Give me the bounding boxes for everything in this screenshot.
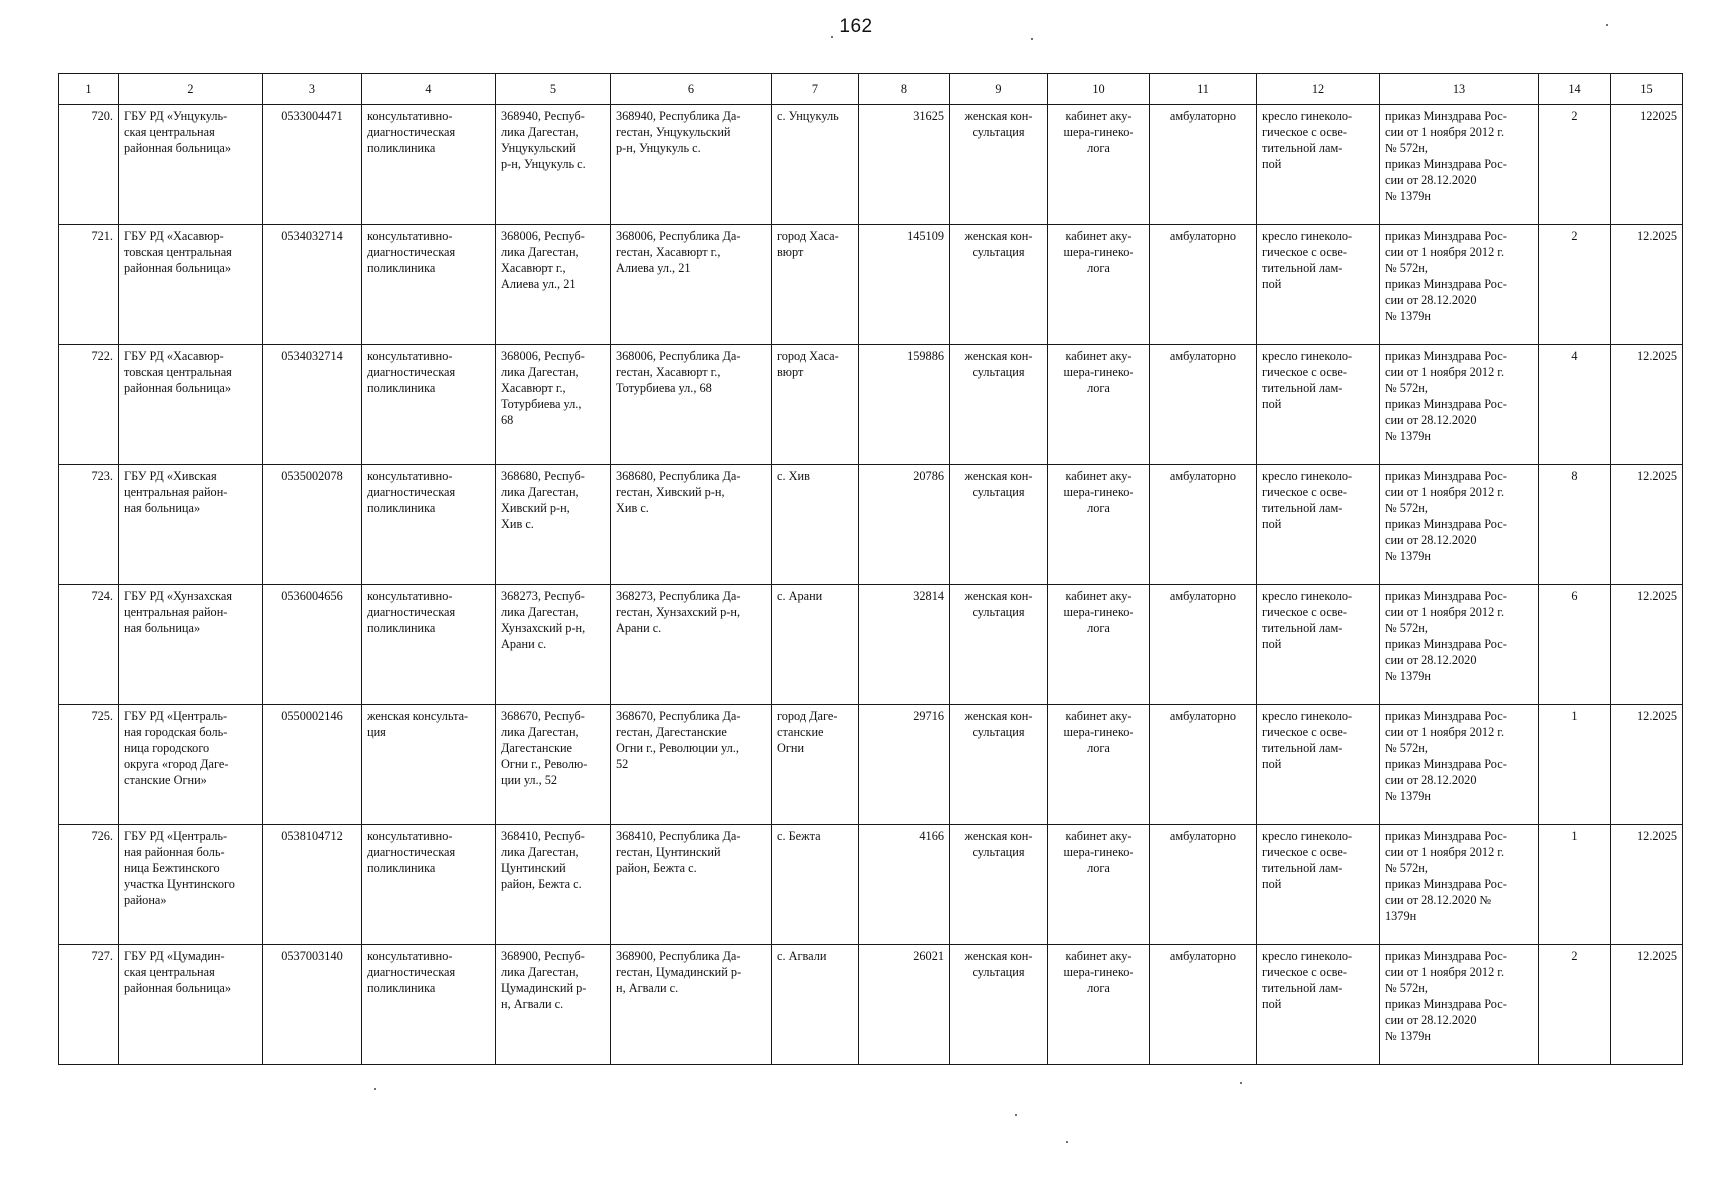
department-text: женская кон- сультация — [964, 349, 1033, 379]
actual-address-cell — [611, 465, 772, 585]
legal-basis-cell — [1380, 585, 1539, 705]
population-cell — [859, 225, 950, 345]
quantity-text: 6 — [1571, 589, 1578, 603]
quantity-cell — [1539, 945, 1611, 1065]
column-header-11: 11 — [1150, 74, 1257, 105]
legal-address-cell — [496, 465, 611, 585]
deadline-date-cell — [1611, 825, 1683, 945]
deadline-date-text: 12.2025 — [1637, 949, 1677, 963]
population-cell — [859, 705, 950, 825]
organization-name-text: ГБУ РД «Хасавюр- товская центральная районная больница» — [124, 229, 232, 275]
actual-address-text: 368006, Республика Да- гестан, Хасавюрт г., Алиева ул., 21 — [616, 229, 741, 275]
scan-speck — [1015, 1114, 1017, 1116]
locality-text: с. Бежта — [777, 829, 821, 843]
inn-code-cell — [263, 345, 362, 465]
actual-address-cell — [611, 945, 772, 1065]
equipment-text: кресло гинеколо- гическое с осве- тительной лам- пой — [1262, 709, 1353, 771]
inn-code-text: 0534032714 — [281, 229, 343, 243]
structural-unit-cell — [362, 105, 496, 225]
room-cell — [1048, 225, 1150, 345]
quantity-cell — [1539, 825, 1611, 945]
department-text: женская кон- сультация — [964, 709, 1033, 739]
organization-name-text: ГБУ РД «Хунзахская центральная район- ная больница» — [124, 589, 233, 635]
equipment-cell — [1257, 465, 1380, 585]
population-cell — [859, 585, 950, 705]
legal-address-cell — [496, 345, 611, 465]
structural-unit-cell — [362, 825, 496, 945]
equipment-cell — [1257, 945, 1380, 1065]
column-header-5: 5 — [496, 74, 611, 105]
population-text: 31625 — [913, 109, 944, 123]
quantity-cell — [1539, 585, 1611, 705]
deadline-date-cell — [1611, 585, 1683, 705]
equipment-cell — [1257, 705, 1380, 825]
organization-name-text: ГБУ РД «Централь- ная районная боль- ница Бежтинского участка Цунтинского района» — [124, 829, 235, 907]
actual-address-text: 368680, Республика Да- гестан, Хивский р-н, Хив с. — [616, 469, 741, 515]
quantity-cell — [1539, 345, 1611, 465]
equipment-text: кресло гинеколо- гическое с осве- тительной лам- пой — [1262, 829, 1353, 891]
legal-basis-text: приказ Минздрава Рос- сии от 1 ноября 2012 г. № 572н, приказ Минздрава Рос- сии от 28.12.2020 № 1379н — [1385, 709, 1507, 803]
room-text: кабинет аку- шера-гинеко- лога — [1063, 829, 1134, 875]
population-cell — [859, 825, 950, 945]
room-text: кабинет аку- шера-гинеко- лога — [1063, 589, 1134, 635]
legal-basis-cell — [1380, 105, 1539, 225]
organization-name-text: ГБУ РД «Хасавюр- товская центральная районная больница» — [124, 349, 232, 395]
population-text: 26021 — [913, 949, 944, 963]
room-text: кабинет аку- шера-гинеко- лога — [1063, 469, 1134, 515]
legal-basis-text: приказ Минздрава Рос- сии от 1 ноября 2012 г. № 572н, приказ Минздрава Рос- сии от 28.12.2020 № 1379н — [1385, 469, 1507, 563]
room-text: кабинет аку- шера-гинеко- лога — [1063, 709, 1134, 755]
organization-name-cell — [119, 945, 263, 1065]
deadline-date-cell — [1611, 705, 1683, 825]
column-header-8: 8 — [859, 74, 950, 105]
legal-basis-cell — [1380, 945, 1539, 1065]
locality-text: город Хаса- вюрт — [777, 349, 839, 379]
organization-name-text: ГБУ РД «Централь- ная городская боль- ница городского округа «город Даге- станские Огни» — [124, 709, 229, 787]
structural-unit-cell — [362, 345, 496, 465]
equipment-cell — [1257, 105, 1380, 225]
room-text: кабинет аку- шера-гинеко- лога — [1063, 949, 1134, 995]
row-number-cell — [59, 585, 119, 705]
legal-address-text: 368006, Респуб- лика Дагестан, Хасавюрт г., Тотурбиева ул., 68 — [501, 349, 585, 427]
structural-unit-text: консультативно- диагностическая поликлиника — [367, 829, 456, 875]
legal-address-cell — [496, 945, 611, 1065]
organization-name-text: ГБУ РД «Хивская центральная район- ная больница» — [124, 469, 228, 515]
care-conditions-text: амбулаторно — [1169, 709, 1237, 723]
inn-code-cell — [263, 585, 362, 705]
legal-basis-text: приказ Минздрава Рос- сии от 1 ноября 2012 г. № 572н, приказ Минздрава Рос- сии от 28.12.2020 № 1379н — [1385, 589, 1507, 683]
structural-unit-cell — [362, 945, 496, 1065]
table-row — [59, 705, 1683, 825]
actual-address-text: 368900, Республика Да- гестан, Цумадинский р- н, Агвали с. — [616, 949, 742, 995]
row-number-text: 727. — [91, 949, 113, 963]
legal-address-text: 368410, Респуб- лика Дагестан, Цунтинский район, Бежта с. — [501, 829, 585, 891]
actual-address-cell — [611, 105, 772, 225]
structural-unit-text: консультативно- диагностическая поликлиника — [367, 229, 456, 275]
table-body — [59, 105, 1683, 1065]
actual-address-text: 368006, Республика Да- гестан, Хасавюрт г., Тотурбиева ул., 68 — [616, 349, 741, 395]
actual-address-text: 368273, Республика Да- гестан, Хунзахский р-н, Арани с. — [616, 589, 741, 635]
population-cell — [859, 945, 950, 1065]
deadline-date-text: 12.2025 — [1637, 229, 1677, 243]
locality-cell — [772, 585, 859, 705]
deadline-date-cell — [1611, 345, 1683, 465]
deadline-date-text: 122025 — [1640, 109, 1677, 123]
equipment-cell — [1257, 225, 1380, 345]
equipment-cell — [1257, 825, 1380, 945]
inn-code-text: 0537003140 — [281, 949, 343, 963]
legal-address-cell — [496, 225, 611, 345]
department-cell — [950, 225, 1048, 345]
legal-basis-text: приказ Минздрава Рос- сии от 1 ноября 2012 г. № 572н, приказ Минздрава Рос- сии от 28.12.2020 № 1379н — [1385, 229, 1507, 323]
scan-speck — [1066, 1141, 1068, 1143]
equipment-text: кресло гинеколо- гическое с осве- тительной лам- пой — [1262, 229, 1353, 291]
room-cell — [1048, 705, 1150, 825]
population-text: 145109 — [907, 229, 944, 243]
row-number-text: 725. — [91, 709, 113, 723]
scan-speck — [1240, 1082, 1242, 1084]
room-text: кабинет аку- шера-гинеко- лога — [1063, 109, 1134, 155]
column-header-4: 4 — [362, 74, 496, 105]
legal-basis-cell — [1380, 225, 1539, 345]
equipment-cell — [1257, 585, 1380, 705]
legal-address-text: 368680, Респуб- лика Дагестан, Хивский р-н, Хив с. — [501, 469, 585, 531]
actual-address-cell — [611, 705, 772, 825]
scan-speck — [831, 36, 833, 38]
row-number-cell — [59, 945, 119, 1065]
department-text: женская кон- сультация — [964, 589, 1033, 619]
inn-code-cell — [263, 945, 362, 1065]
room-cell — [1048, 105, 1150, 225]
column-header-6: 6 — [611, 74, 772, 105]
locality-cell — [772, 105, 859, 225]
population-text: 20786 — [913, 469, 944, 483]
organization-name-cell — [119, 825, 263, 945]
deadline-date-text: 12.2025 — [1637, 589, 1677, 603]
legal-basis-text: приказ Минздрава Рос- сии от 1 ноября 2012 г. № 572н, приказ Минздрава Рос- сии от 28.12.2020 № 1379н — [1385, 829, 1507, 923]
table-row — [59, 105, 1683, 225]
locality-text: город Хаса- вюрт — [777, 229, 839, 259]
legal-basis-text: приказ Минздрава Рос- сии от 1 ноября 2012 г. № 572н, приказ Минздрава Рос- сии от 28.12.2020 № 1379н — [1385, 349, 1507, 443]
department-text: женская кон- сультация — [964, 109, 1033, 139]
row-number-cell — [59, 105, 119, 225]
deadline-date-cell — [1611, 465, 1683, 585]
population-text: 159886 — [907, 349, 944, 363]
structural-unit-text: консультативно- диагностическая поликлиника — [367, 469, 456, 515]
row-number-cell — [59, 345, 119, 465]
population-cell — [859, 105, 950, 225]
row-number-text: 724. — [91, 589, 113, 603]
locality-text: с. Агвали — [777, 949, 827, 963]
organization-name-cell — [119, 465, 263, 585]
quantity-text: 4 — [1571, 349, 1578, 363]
room-text: кабинет аку- шера-гинеко- лога — [1063, 349, 1134, 395]
equipment-text: кресло гинеколо- гическое с осве- тительной лам- пой — [1262, 349, 1353, 411]
quantity-text: 8 — [1571, 469, 1578, 483]
actual-address-cell — [611, 345, 772, 465]
column-header-7: 7 — [772, 74, 859, 105]
quantity-text: 1 — [1571, 829, 1578, 843]
locality-cell — [772, 465, 859, 585]
room-cell — [1048, 465, 1150, 585]
column-header-1: 1 — [59, 74, 119, 105]
room-cell — [1048, 345, 1150, 465]
care-conditions-text: амбулаторно — [1169, 229, 1237, 243]
deadline-date-text: 12.2025 — [1637, 709, 1677, 723]
locality-cell — [772, 225, 859, 345]
structural-unit-text: консультативно- диагностическая поликлиника — [367, 589, 456, 635]
table-row — [59, 345, 1683, 465]
organization-name-cell — [119, 585, 263, 705]
actual-address-text: 368410, Республика Да- гестан, Цунтинский район, Бежта с. — [616, 829, 741, 875]
structural-unit-text: консультативно- диагностическая поликлиника — [367, 949, 456, 995]
equipment-cell — [1257, 345, 1380, 465]
legal-address-text: 368273, Респуб- лика Дагестан, Хунзахский р-н, Арани с. — [501, 589, 586, 651]
department-cell — [950, 825, 1048, 945]
quantity-text: 2 — [1571, 949, 1578, 963]
deadline-date-text: 12.2025 — [1637, 829, 1677, 843]
column-header-9: 9 — [950, 74, 1048, 105]
structural-unit-text: консультативно- диагностическая поликлиника — [367, 349, 456, 395]
legal-basis-text: приказ Минздрава Рос- сии от 1 ноября 2012 г. № 572н, приказ Минздрава Рос- сии от 28.12.2020 № 1379н — [1385, 949, 1507, 1043]
care-conditions-cell — [1150, 585, 1257, 705]
locality-text: город Даге- станские Огни — [777, 709, 838, 755]
population-cell — [859, 345, 950, 465]
room-cell — [1048, 945, 1150, 1065]
row-number-text: 721. — [91, 229, 113, 243]
row-number-cell — [59, 225, 119, 345]
quantity-text: 1 — [1571, 709, 1578, 723]
care-conditions-text: амбулаторно — [1169, 589, 1237, 603]
organization-name-text: ГБУ РД «Цумадин- ская центральная районная больница» — [124, 949, 232, 995]
care-conditions-text: амбулаторно — [1169, 349, 1237, 363]
structural-unit-cell — [362, 465, 496, 585]
scan-speck — [374, 1088, 376, 1090]
inn-code-cell — [263, 225, 362, 345]
inn-code-text: 0534032714 — [281, 349, 343, 363]
legal-basis-cell — [1380, 465, 1539, 585]
locality-cell — [772, 945, 859, 1065]
actual-address-text: 368940, Республика Да- гестан, Унцукульский р-н, Унцукуль с. — [616, 109, 741, 155]
column-header-14: 14 — [1539, 74, 1611, 105]
organization-name-cell — [119, 345, 263, 465]
population-text: 4166 — [919, 829, 944, 843]
table-row — [59, 945, 1683, 1065]
row-number-cell — [59, 465, 119, 585]
inn-code-cell — [263, 705, 362, 825]
inn-code-cell — [263, 105, 362, 225]
care-conditions-text: амбулаторно — [1169, 949, 1237, 963]
population-text: 32814 — [913, 589, 944, 603]
department-cell — [950, 585, 1048, 705]
deadline-date-cell — [1611, 945, 1683, 1065]
care-conditions-cell — [1150, 705, 1257, 825]
page-number: 162 — [839, 16, 873, 37]
quantity-cell — [1539, 705, 1611, 825]
actual-address-cell — [611, 225, 772, 345]
table-row — [59, 585, 1683, 705]
quantity-cell — [1539, 465, 1611, 585]
table-header — [59, 74, 1683, 105]
legal-address-cell — [496, 705, 611, 825]
room-cell — [1048, 585, 1150, 705]
locality-text: с. Арани — [777, 589, 823, 603]
structural-unit-cell — [362, 225, 496, 345]
row-number-cell — [59, 825, 119, 945]
care-conditions-cell — [1150, 345, 1257, 465]
organization-name-cell — [119, 225, 263, 345]
legal-address-text: 368006, Респуб- лика Дагестан, Хасавюрт г., Алиева ул., 21 — [501, 229, 585, 291]
care-conditions-cell — [1150, 945, 1257, 1065]
equipment-text: кресло гинеколо- гическое с осве- тительной лам- пой — [1262, 589, 1353, 651]
department-text: женская кон- сультация — [964, 949, 1033, 979]
row-number-text: 726. — [91, 829, 113, 843]
table-row — [59, 225, 1683, 345]
row-number-text: 722. — [91, 349, 113, 363]
locality-text: с. Унцукуль — [777, 109, 839, 123]
care-conditions-cell — [1150, 825, 1257, 945]
row-number-text: 723. — [91, 469, 113, 483]
deadline-date-text: 12.2025 — [1637, 349, 1677, 363]
quantity-text: 2 — [1571, 229, 1578, 243]
table-row — [59, 825, 1683, 945]
legal-address-text: 368670, Респуб- лика Дагестан, Дагестанские Огни г., Револю- ции ул., 52 — [501, 709, 588, 787]
legal-basis-cell — [1380, 705, 1539, 825]
header-row — [59, 74, 1683, 105]
department-cell — [950, 465, 1048, 585]
legal-address-cell — [496, 105, 611, 225]
legal-address-cell — [496, 585, 611, 705]
inn-code-cell — [263, 465, 362, 585]
actual-address-cell — [611, 585, 772, 705]
room-cell — [1048, 825, 1150, 945]
legal-basis-cell — [1380, 345, 1539, 465]
structural-unit-text: консультативно- диагностическая поликлиника — [367, 109, 456, 155]
department-cell — [950, 705, 1048, 825]
column-header-10: 10 — [1048, 74, 1150, 105]
care-conditions-text: амбулаторно — [1169, 109, 1237, 123]
organization-name-cell — [119, 105, 263, 225]
care-conditions-text: амбулаторно — [1169, 829, 1237, 843]
quantity-text: 2 — [1571, 109, 1578, 123]
legal-basis-cell — [1380, 825, 1539, 945]
inn-code-cell — [263, 825, 362, 945]
row-number-cell — [59, 705, 119, 825]
deadline-date-cell — [1611, 105, 1683, 225]
locality-cell — [772, 705, 859, 825]
registry-table — [58, 73, 1683, 1065]
department-cell — [950, 945, 1048, 1065]
organization-name-text: ГБУ РД «Унцукуль- ская центральная районная больница» — [124, 109, 232, 155]
equipment-text: кресло гинеколо- гическое с осве- тительной лам- пой — [1262, 469, 1353, 531]
inn-code-text: 0535002078 — [281, 469, 343, 483]
inn-code-text: 0536004656 — [281, 589, 343, 603]
equipment-text: кресло гинеколо- гическое с осве- тительной лам- пой — [1262, 949, 1353, 1011]
scan-speck — [1031, 38, 1033, 40]
legal-address-text: 368940, Респуб- лика Дагестан, Унцукульский р-н, Унцукуль с. — [501, 109, 586, 171]
structural-unit-cell — [362, 705, 496, 825]
department-text: женская кон- сультация — [964, 229, 1033, 259]
legal-basis-text: приказ Минздрава Рос- сии от 1 ноября 2012 г. № 572н, приказ Минздрава Рос- сии от 28.12.2020 № 1379н — [1385, 109, 1507, 203]
equipment-text: кресло гинеколо- гическое с осве- тительной лам- пой — [1262, 109, 1353, 171]
column-header-13: 13 — [1380, 74, 1539, 105]
deadline-date-cell — [1611, 225, 1683, 345]
locality-cell — [772, 345, 859, 465]
scan-speck — [1606, 24, 1608, 26]
department-text: женская кон- сультация — [964, 469, 1033, 499]
care-conditions-cell — [1150, 225, 1257, 345]
legal-address-text: 368900, Респуб- лика Дагестан, Цумадинский р- н, Агвали с. — [501, 949, 587, 1011]
department-cell — [950, 345, 1048, 465]
column-header-12: 12 — [1257, 74, 1380, 105]
room-text: кабинет аку- шера-гинеко- лога — [1063, 229, 1134, 275]
column-header-3: 3 — [263, 74, 362, 105]
locality-cell — [772, 825, 859, 945]
row-number-text: 720. — [91, 109, 113, 123]
population-cell — [859, 465, 950, 585]
deadline-date-text: 12.2025 — [1637, 469, 1677, 483]
table-row — [59, 465, 1683, 585]
quantity-cell — [1539, 225, 1611, 345]
department-text: женская кон- сультация — [964, 829, 1033, 859]
locality-text: с. Хив — [777, 469, 810, 483]
legal-address-cell — [496, 825, 611, 945]
population-text: 29716 — [913, 709, 944, 723]
quantity-cell — [1539, 105, 1611, 225]
structural-unit-text: женская консульта- ция — [367, 709, 469, 739]
inn-code-text: 0538104712 — [281, 829, 343, 843]
column-header-15: 15 — [1611, 74, 1683, 105]
inn-code-text: 0550002146 — [281, 709, 343, 723]
inn-code-text: 0533004471 — [281, 109, 343, 123]
care-conditions-text: амбулаторно — [1169, 469, 1237, 483]
care-conditions-cell — [1150, 105, 1257, 225]
actual-address-text: 368670, Республика Да- гестан, Дагестанские Огни г., Революции ул., 52 — [616, 709, 741, 771]
organization-name-cell — [119, 705, 263, 825]
column-header-2: 2 — [119, 74, 263, 105]
department-cell — [950, 105, 1048, 225]
structural-unit-cell — [362, 585, 496, 705]
actual-address-cell — [611, 825, 772, 945]
care-conditions-cell — [1150, 465, 1257, 585]
